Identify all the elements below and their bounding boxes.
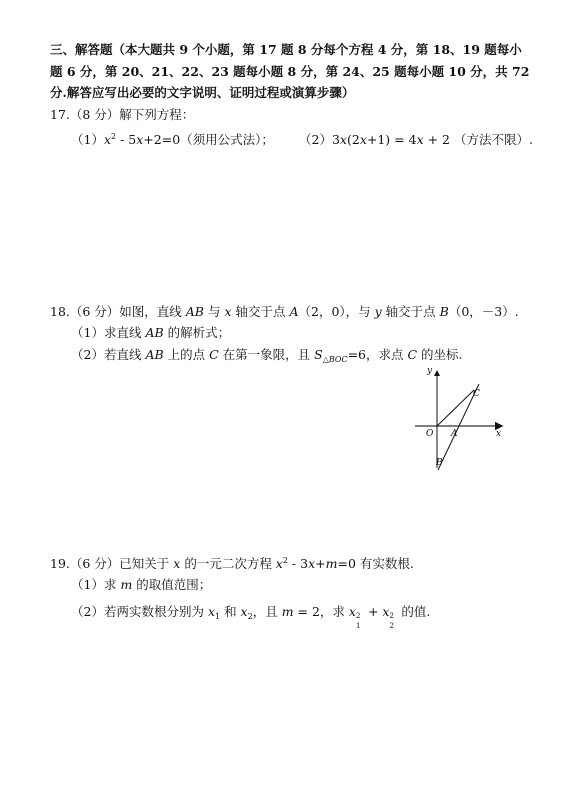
q18-part1: （1）求直线 AB 的解析式； xyxy=(71,325,231,340)
q18-stem: 18.（6 分）如图，直线 AB 与 x 轴交于点 A（2，0），与 y 轴交于点 B（0，－3）. xyxy=(50,304,519,319)
q17-stem: 17.（8 分）解下列方程： xyxy=(50,107,195,122)
x-axis-label: x xyxy=(496,429,502,439)
q19-part2: （2）若两实数根分别为 $x_1$ 和 $x_2$，且 m = 2，求 x 2 1 + x 2 2 的值. xyxy=(71,604,431,630)
origin-label: O xyxy=(426,429,434,439)
point-c-label: C xyxy=(473,389,480,399)
q17-part2: （2）3x(2x+1) = 4x + 2 （方法不限）. xyxy=(299,132,533,147)
q17-part1: $(1)x^2 - 5x+2=0$（须用公式法）； xyxy=(71,132,274,147)
section-heading-line1: 三、解答题（本大题共 9 个小题，第 17 题 8 分每个方程 4 分，第 18、19 题每小 xyxy=(50,42,522,57)
segment-oc xyxy=(437,390,474,426)
section-heading-line2: 题 6 分，第 20、21、22、23 题每小题 8 分，第 24、25 题每小题 10 分，共 72 xyxy=(50,64,530,79)
y-axis-label: y xyxy=(427,366,433,376)
q18-part2: （2）若直线 AB 上的点 C 在第一象限，且 $S_{\triangle BOC}=6$，求点 C 的坐标. xyxy=(71,347,463,364)
section-heading-line3: 分.解答应写出必要的文字说明、证明过程或演算步骤） xyxy=(50,85,355,100)
q19-stem: 19.（6 分）已知关于 x 的一元二次方程 $x^2 - 3x+m=0$ 有实数根. xyxy=(50,556,414,571)
coordinate-figure xyxy=(413,364,513,472)
q19-part1: （1）求 m 的取值范围； xyxy=(71,577,212,592)
point-b-label: B xyxy=(436,458,443,468)
point-a-label: A xyxy=(451,429,458,439)
